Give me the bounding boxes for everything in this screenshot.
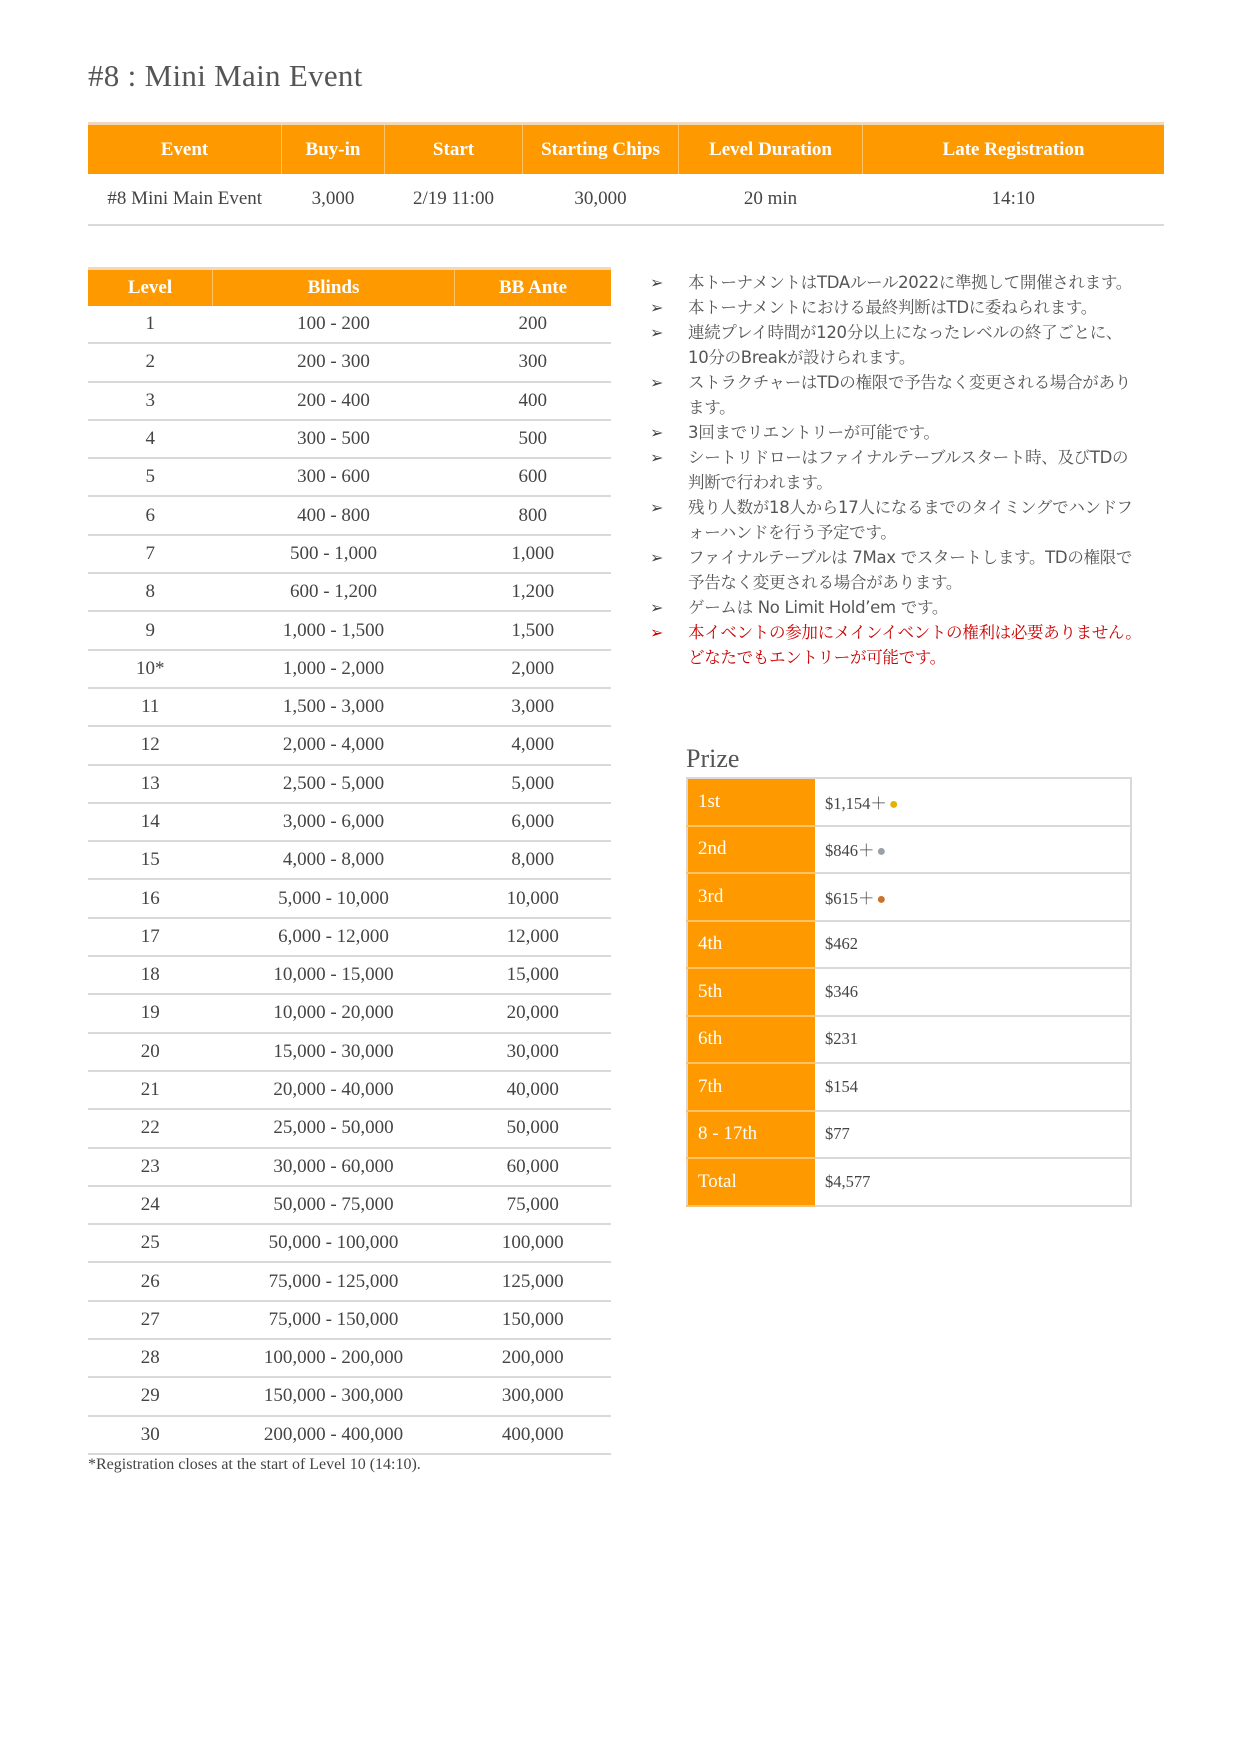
blinds-cell: 100 - 200 [213, 306, 455, 343]
bb-ante-cell: 60,000 [455, 1148, 612, 1186]
level-cell: 9 [88, 611, 213, 649]
event-buy-in: 3,000 [282, 174, 385, 225]
prize-amount: $1,154＋ [825, 793, 887, 813]
level-cell: 26 [88, 1262, 213, 1300]
level-cell: 14 [88, 803, 213, 841]
blinds-row [88, 1339, 611, 1377]
blinds-row [88, 918, 611, 956]
event-table-header [88, 124, 1164, 175]
blinds-cell: 1,000 - 2,000 [213, 650, 455, 688]
prize-row [687, 1158, 1131, 1206]
bb-ante-cell: 1,000 [455, 535, 612, 573]
bb-ante-cell: 12,000 [455, 918, 612, 956]
rule-note [650, 445, 1142, 495]
prize-row [687, 826, 1131, 874]
level-cell: 23 [88, 1148, 213, 1186]
bb-ante-cell: 400,000 [455, 1416, 612, 1454]
blinds-row [88, 994, 611, 1032]
rule-note [650, 420, 1142, 445]
rule-note [650, 270, 1142, 295]
blinds-cell: 75,000 - 150,000 [213, 1301, 455, 1339]
blinds-row [88, 765, 611, 803]
blinds-row [88, 343, 611, 381]
bb-ante-cell: 3,000 [455, 688, 612, 726]
level-cell: 3 [88, 382, 213, 420]
prize-amount-cell [815, 921, 1131, 969]
blinds-row [88, 535, 611, 573]
blinds-row [88, 1377, 611, 1415]
bb-ante-cell: 10,000 [455, 879, 612, 917]
bb-ante-cell: 15,000 [455, 956, 612, 994]
prize-place: 2nd [687, 826, 815, 874]
event-row [88, 174, 1164, 225]
prize-place: Total [687, 1158, 815, 1206]
blinds-table [88, 267, 611, 1455]
prize-amount-cell [815, 778, 1131, 826]
rule-note [650, 620, 1142, 670]
blinds-row [88, 306, 611, 343]
rule-note-text: ゲームは No Limit Hold’em です。 [688, 598, 949, 617]
level-cell: 27 [88, 1301, 213, 1339]
prize-row [687, 921, 1131, 969]
header-starting-chips: Starting Chips [523, 124, 679, 175]
prize-amount: $462 [825, 934, 858, 954]
level-cell: 20 [88, 1033, 213, 1071]
blinds-cell: 200 - 400 [213, 382, 455, 420]
header-level: Level [88, 269, 213, 307]
blinds-row [88, 879, 611, 917]
bullet-arrow-icon: ➢ [650, 298, 664, 317]
bb-ante-cell: 200,000 [455, 1339, 612, 1377]
prize-amount-cell [815, 1111, 1131, 1159]
prize-amount: $231 [825, 1029, 858, 1049]
prize-row [687, 968, 1131, 1016]
bb-ante-cell: 8,000 [455, 841, 612, 879]
blinds-cell: 600 - 1,200 [213, 573, 455, 611]
blinds-row [88, 1301, 611, 1339]
blinds-row [88, 611, 611, 649]
rule-note [650, 495, 1142, 545]
header-bb-ante: BB Ante [455, 269, 612, 307]
blinds-row [88, 1262, 611, 1300]
blinds-cell: 5,000 - 10,000 [213, 879, 455, 917]
bullet-arrow-icon: ➢ [650, 548, 664, 567]
bb-ante-cell: 125,000 [455, 1262, 612, 1300]
blinds-row [88, 726, 611, 764]
bullet-arrow-icon: ➢ [650, 273, 664, 292]
blinds-cell: 10,000 - 15,000 [213, 956, 455, 994]
prize-place: 8 - 17th [687, 1111, 815, 1159]
blinds-row [88, 688, 611, 726]
bullet-arrow-icon: ➢ [650, 323, 664, 342]
blinds-table-header [88, 269, 611, 307]
rule-note [650, 320, 1142, 370]
bb-ante-cell: 1,200 [455, 573, 612, 611]
blinds-cell: 1,500 - 3,000 [213, 688, 455, 726]
blinds-cell: 10,000 - 20,000 [213, 994, 455, 1032]
level-cell: 30 [88, 1416, 213, 1454]
blinds-row [88, 382, 611, 420]
bb-ante-cell: 500 [455, 420, 612, 458]
rule-note [650, 595, 1142, 620]
header-late-registration: Late Registration [863, 124, 1165, 175]
bullet-arrow-icon: ➢ [650, 623, 664, 642]
blinds-cell: 2,000 - 4,000 [213, 726, 455, 764]
blinds-row [88, 458, 611, 496]
blinds-cell: 75,000 - 125,000 [213, 1262, 455, 1300]
rule-note-text: 本イベントの参加にメインイベントの権利は必要ありません。どなたでもエントリーが可能です。 [688, 623, 1142, 667]
event-level-duration: 20 min [679, 174, 863, 225]
blinds-row [88, 803, 611, 841]
registration-footnote: *Registration closes at the start of Level 10 (14:10). [88, 1456, 421, 1473]
header-start: Start [385, 124, 523, 175]
prize-place: 3rd [687, 873, 815, 921]
prize-table [686, 777, 1132, 1207]
rule-note-text: 残り人数が18人から17人になるまでのタイミングでハンドフォーハンドを行う予定です。 [688, 498, 1133, 542]
event-name: #8 Mini Main Event [88, 174, 282, 225]
blinds-row [88, 1148, 611, 1186]
rule-note [650, 370, 1142, 420]
bb-ante-cell: 150,000 [455, 1301, 612, 1339]
blinds-row [88, 1224, 611, 1262]
blinds-cell: 15,000 - 30,000 [213, 1033, 455, 1071]
bb-ante-cell: 800 [455, 496, 612, 534]
blinds-cell: 50,000 - 100,000 [213, 1224, 455, 1262]
rule-note-text: 本トーナメントはTDAルール2022に準拠して開催されます。 [688, 273, 1132, 292]
blinds-cell: 200 - 300 [213, 343, 455, 381]
level-cell: 13 [88, 765, 213, 803]
silver-medal-icon: ● [876, 843, 887, 861]
prize-title: Prize [686, 744, 740, 773]
prize-place: 7th [687, 1063, 815, 1111]
blinds-cell: 100,000 - 200,000 [213, 1339, 455, 1377]
bb-ante-cell: 75,000 [455, 1186, 612, 1224]
bullet-arrow-icon: ➢ [650, 598, 664, 617]
level-cell: 12 [88, 726, 213, 764]
rules-notes-list [650, 270, 1142, 670]
level-cell: 17 [88, 918, 213, 956]
prize-place: 5th [687, 968, 815, 1016]
level-cell: 29 [88, 1377, 213, 1415]
blinds-cell: 400 - 800 [213, 496, 455, 534]
bullet-arrow-icon: ➢ [650, 448, 664, 467]
bullet-arrow-icon: ➢ [650, 498, 664, 517]
blinds-cell: 1,000 - 1,500 [213, 611, 455, 649]
prize-place: 4th [687, 921, 815, 969]
blinds-cell: 3,000 - 6,000 [213, 803, 455, 841]
level-cell: 15 [88, 841, 213, 879]
bb-ante-cell: 2,000 [455, 650, 612, 688]
blinds-cell: 2,500 - 5,000 [213, 765, 455, 803]
rule-note-text: シートリドローはファイナルテーブルスタート時、及びTDの判断で行われます。 [688, 448, 1129, 492]
level-cell: 22 [88, 1109, 213, 1147]
rule-note-text: 連続プレイ時間が120分以上になったレベルの終了ごとに、10分のBreakが設けられます。 [688, 323, 1123, 367]
level-cell: 7 [88, 535, 213, 573]
rule-note-text: 本トーナメントにおける最終判断はTDに委ねられます。 [688, 298, 1098, 317]
page-title: #8 : Mini Main Event [88, 58, 363, 93]
header-buy-in: Buy-in [282, 124, 385, 175]
prize-amount-cell [815, 1016, 1131, 1064]
level-cell: 4 [88, 420, 213, 458]
bronze-medal-icon: ● [876, 890, 887, 908]
level-cell: 11 [88, 688, 213, 726]
bb-ante-cell: 100,000 [455, 1224, 612, 1262]
blinds-row [88, 420, 611, 458]
prize-amount-cell [815, 968, 1131, 1016]
blinds-row [88, 1186, 611, 1224]
prize-amount-cell [815, 1158, 1131, 1206]
level-cell: 18 [88, 956, 213, 994]
blinds-row [88, 1033, 611, 1071]
level-cell: 24 [88, 1186, 213, 1224]
prize-row [687, 873, 1131, 921]
blinds-row [88, 496, 611, 534]
level-cell: 28 [88, 1339, 213, 1377]
level-cell: 5 [88, 458, 213, 496]
prize-amount: $4,577 [825, 1171, 871, 1191]
level-cell: 19 [88, 994, 213, 1032]
prize-amount-cell [815, 873, 1131, 921]
prize-amount-cell [815, 1063, 1131, 1111]
rule-note-text: 3回までリエントリーが可能です。 [688, 423, 940, 442]
rule-note [650, 295, 1142, 320]
prize-amount: $154 [825, 1076, 858, 1096]
blinds-row [88, 841, 611, 879]
prize-amount: $615＋ [825, 888, 875, 908]
bb-ante-cell: 4,000 [455, 726, 612, 764]
prize-amount: $77 [825, 1124, 850, 1144]
prize-amount: $346 [825, 981, 858, 1001]
level-cell: 10* [88, 650, 213, 688]
event-table [88, 122, 1164, 226]
blinds-cell: 20,000 - 40,000 [213, 1071, 455, 1109]
rule-note [650, 545, 1142, 595]
bb-ante-cell: 5,000 [455, 765, 612, 803]
blinds-cell: 4,000 - 8,000 [213, 841, 455, 879]
bullet-arrow-icon: ➢ [650, 423, 664, 442]
header-event: Event [88, 124, 282, 175]
blinds-cell: 50,000 - 75,000 [213, 1186, 455, 1224]
blinds-row [88, 573, 611, 611]
prize-place: 6th [687, 1016, 815, 1064]
level-cell: 25 [88, 1224, 213, 1262]
bb-ante-cell: 400 [455, 382, 612, 420]
blinds-cell: 500 - 1,000 [213, 535, 455, 573]
bb-ante-cell: 40,000 [455, 1071, 612, 1109]
bb-ante-cell: 300,000 [455, 1377, 612, 1415]
blinds-row [88, 1416, 611, 1454]
bb-ante-cell: 300 [455, 343, 612, 381]
blinds-row [88, 1071, 611, 1109]
prize-row [687, 1111, 1131, 1159]
blinds-row [88, 1109, 611, 1147]
prize-row [687, 1016, 1131, 1064]
bb-ante-cell: 50,000 [455, 1109, 612, 1147]
blinds-cell: 150,000 - 300,000 [213, 1377, 455, 1415]
bb-ante-cell: 200 [455, 306, 612, 343]
header-blinds: Blinds [213, 269, 455, 307]
bb-ante-cell: 6,000 [455, 803, 612, 841]
blinds-cell: 30,000 - 60,000 [213, 1148, 455, 1186]
rule-note-text: ファイナルテーブルは 7Max でスタートします。TDの権限で予告なく変更される場合があります。 [688, 548, 1133, 592]
blinds-cell: 200,000 - 400,000 [213, 1416, 455, 1454]
level-cell: 2 [88, 343, 213, 381]
level-cell: 8 [88, 573, 213, 611]
blinds-cell: 300 - 600 [213, 458, 455, 496]
prize-amount: $846＋ [825, 841, 875, 861]
header-level-duration: Level Duration [679, 124, 863, 175]
bb-ante-cell: 20,000 [455, 994, 612, 1032]
prize-amount-cell [815, 826, 1131, 874]
rule-note-text: ストラクチャーはTDの権限で予告なく変更される場合があります。 [688, 373, 1131, 417]
bullet-arrow-icon: ➢ [650, 373, 664, 392]
blinds-row [88, 650, 611, 688]
event-starting-chips: 30,000 [523, 174, 679, 225]
bb-ante-cell: 1,500 [455, 611, 612, 649]
blinds-cell: 25,000 - 50,000 [213, 1109, 455, 1147]
gold-medal-icon: ● [888, 795, 899, 813]
bb-ante-cell: 600 [455, 458, 612, 496]
prize-row [687, 778, 1131, 826]
level-cell: 1 [88, 306, 213, 343]
blinds-cell: 300 - 500 [213, 420, 455, 458]
prize-place: 1st [687, 778, 815, 826]
level-cell: 6 [88, 496, 213, 534]
blinds-row [88, 956, 611, 994]
bb-ante-cell: 30,000 [455, 1033, 612, 1071]
event-start: 2/19 11:00 [385, 174, 523, 225]
blinds-cell: 6,000 - 12,000 [213, 918, 455, 956]
level-cell: 21 [88, 1071, 213, 1109]
prize-row [687, 1063, 1131, 1111]
event-late-registration: 14:10 [863, 174, 1165, 225]
level-cell: 16 [88, 879, 213, 917]
